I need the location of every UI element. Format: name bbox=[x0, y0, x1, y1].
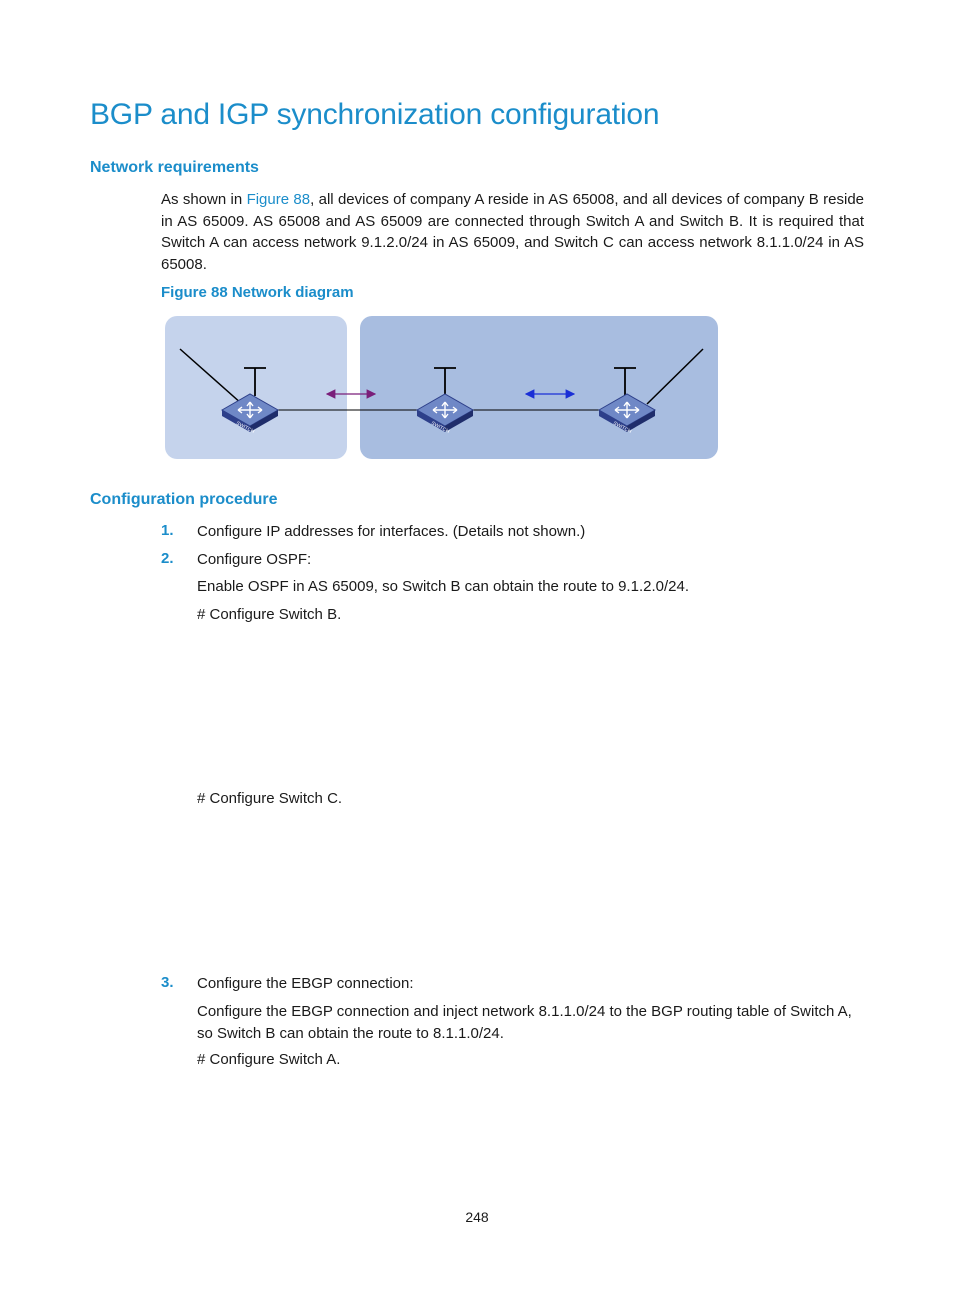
paragraph-rest: , all devices of company A reside in AS 65008, and all devices of company B reside in AS 65009. AS 65008 and AS 65009 are connected through Switch A and Switch B. It is required that Switch A can access network 9.1.2.0/24 in AS 65009, and Switch C can access network 8.1.1.0/24 in AS 65008. bbox=[161, 191, 865, 273]
step-2-detail: Enable OSPF in AS 65009, so Switch B can obtain the route to 9.1.2.0/24. bbox=[197, 578, 689, 595]
figure-88-link[interactable]: Figure 88 bbox=[246, 191, 311, 208]
figure-caption: Figure 88 Network diagram bbox=[161, 284, 354, 301]
step-2-configure-switch-b: # Configure Switch B. bbox=[197, 606, 342, 623]
as-65008-zone bbox=[165, 316, 347, 459]
step-2-text: Configure OSPF: bbox=[197, 551, 312, 568]
switch-a-label: SWITCH bbox=[235, 420, 256, 436]
paragraph-lead: As shown in bbox=[161, 191, 247, 208]
requirements-paragraph bbox=[161, 189, 864, 275]
step-1-text: Configure IP addresses for interfaces. (Details not shown.) bbox=[197, 523, 586, 540]
step-3-number: 3. bbox=[161, 974, 174, 991]
section-heading-configuration-procedure: Configuration procedure bbox=[90, 491, 278, 508]
step-1-number: 1. bbox=[161, 522, 174, 539]
switch-c-label: SWITCH bbox=[612, 420, 633, 436]
switch-b-label: SWITCH bbox=[430, 420, 451, 436]
step-3-detail: Configure the EBGP connection and inject network 8.1.1.0/24 to the BGP routing table of Switch A, so Switch B can obtain the route to 8.1.1.0/24. bbox=[197, 1003, 852, 1042]
step-2-number: 2. bbox=[161, 550, 174, 567]
step-3-configure-switch-a: # Configure Switch A. bbox=[197, 1051, 341, 1068]
step-2-configure-switch-c: # Configure Switch C. bbox=[197, 790, 343, 807]
page-title: BGP and IGP synchronization configuration bbox=[90, 98, 660, 131]
network-diagram bbox=[160, 312, 725, 464]
section-heading-network-requirements: Network requirements bbox=[90, 159, 259, 176]
page-number: 248 bbox=[465, 1209, 489, 1225]
step-3-text: Configure the EBGP connection: bbox=[197, 975, 414, 992]
